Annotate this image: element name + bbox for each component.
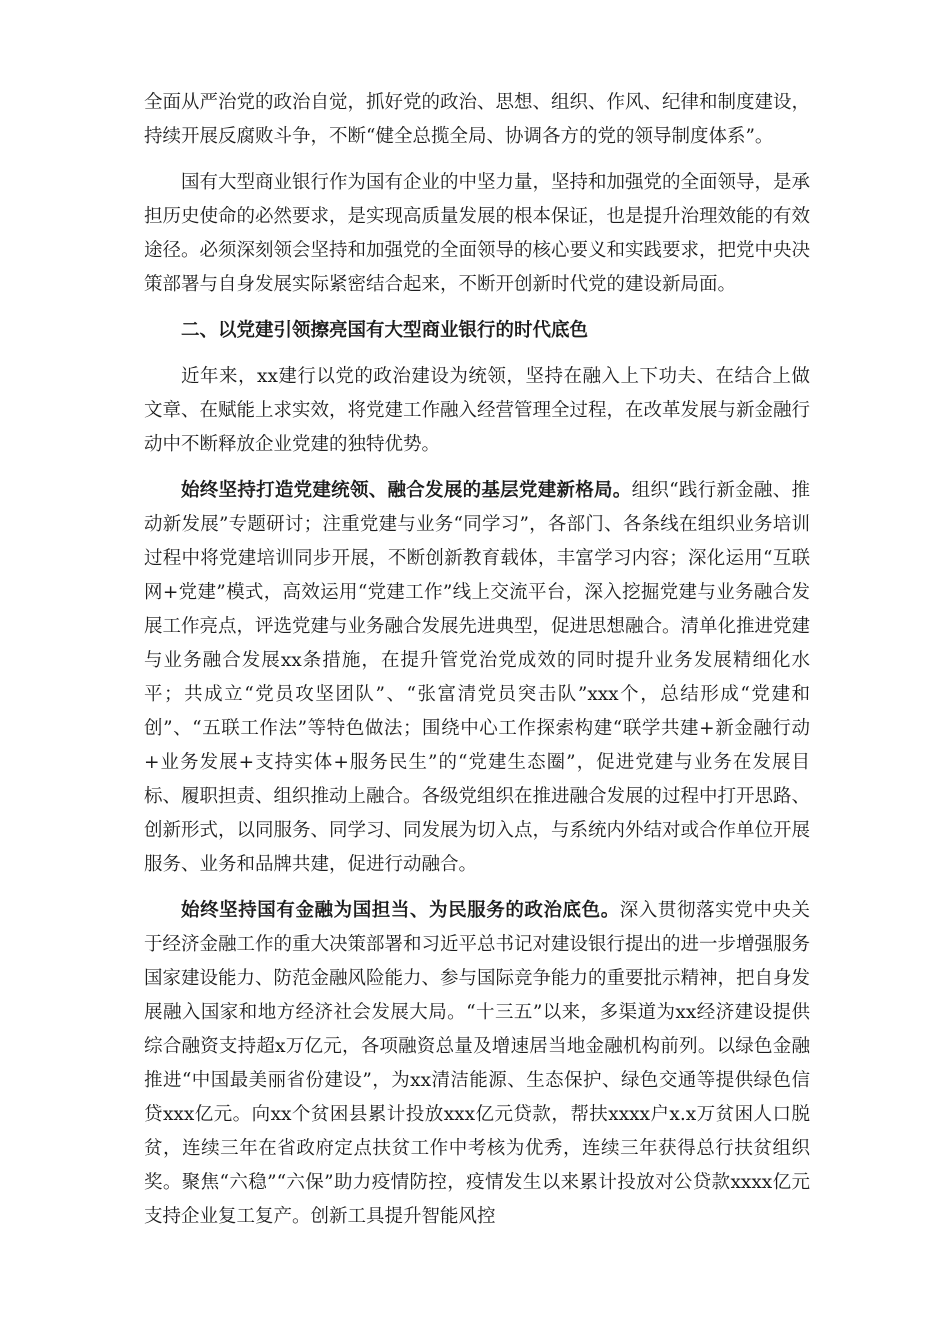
paragraph-party-building [144, 474, 810, 882]
paragraph-political-color [144, 894, 810, 1234]
paragraph-text: 全面从严治党的政治自觉，抓好党的政治、思想、组织、作风、纪律和制度建设，持续开展反腐败斗争，不断“健全总揽全局、协调各方的党的领导制度体系”。 [144, 92, 811, 147]
paragraph-text: 近年来，xx建行以党的政治建设为统领，坚持在融入上下功夫、在结合上做文章、在赋能上求实效，将党建工作融入经营管理全过程，在改革发展与新金融行动中不断释放企业党建的独特优势。 [144, 366, 811, 455]
section-heading-text: 二、以党建引领擦亮国有大型商业银行的时代底色 [181, 320, 589, 341]
paragraph-text: 深入贯彻落实党中央关于经济金融工作的重大决策部署和习近平总书记对建设银行提出的进一步增强服务国家建设能力、防范金融风险能力、参与国际竞争能力的重要批示精神，把自身发展融入国家和地方经济社会发展大局。“十三五”以来，多渠道为xx经济建设提供综合融资支持超x万亿元，各项融资总量及增速居当地金融机构前列。以绿色金融推进“中国最美丽省份建设”，为xx清洁能源、生态保护、绿色交通等提供绿色信贷xxx亿元。向xx个贫困县累计投放xxx亿元贷款，帮扶xxxx户x.x万贫困人口脱贫，连续三年在省政府定点扶贫工作中考核为优秀，连续三年获得总行扶贫组织奖。聚焦“六稳”“六保”助力疫情防控，疫情发生以来累计投放对公贷款xxxx亿元支持企业复工复产。创新工具提升智能风控 [144, 900, 811, 1227]
paragraph-recent-years [144, 360, 810, 462]
paragraph-lead-bold: 始终坚持打造党建统领、融合发展的基层党建新格局。 [181, 480, 632, 501]
document-page [144, 86, 810, 1246]
paragraph-lead-bold: 始终坚持国有金融为国担当、为民服务的政治底色。 [181, 900, 620, 921]
paragraph-bank-role [144, 166, 810, 302]
paragraph-continuation [144, 86, 810, 154]
paragraph-text: 组织“践行新金融、推动新发展”专题研讨；注重党建与业务“同学习”，各部门、各条线在组织业务培训过程中将党建培训同步开展，不断创新教育载体，丰富学习内容；深化运用“互联网+党建”模式，高效运用“党建工作”线上交流平台，深入挖掘党建与业务融合发展工作亮点，评选党建与业务融合发展先进典型，促进思想融合。清单化推进党建与业务融合发展xx条措施，在提升管党治党成效的同时提升业务发展精细化水平；共成立“党员攻坚团队”、“张富清党员突击队”xxx个，总结形成“党建和创”、“五联工作法”等特色做法；围绕中心工作探索构建“联学共建+新金融行动+业务发展+支持实体+服务民生”的“党建生态圈”，促进党建与业务在发展目标、履职担责、组织推动上融合。各级党组织在推进融合发展的过程中打开思路、创新形式，以同服务、同学习、同发展为切入点，与系统内外结对或合作单位开展服务、业务和品牌共建，促进行动融合。 [144, 480, 811, 875]
section-heading [144, 314, 810, 348]
paragraph-text: 国有大型商业银行作为国有企业的中坚力量，坚持和加强党的全面领导，是承担历史使命的必然要求，是实现高质量发展的根本保证，也是提升治理效能的有效途径。必须深刻领会坚持和加强党的全面领导的核心要义和实践要求，把党中央决策部署与自身发展实际紧密结合起来，不断开创新时代党的建设新局面。 [144, 172, 811, 295]
